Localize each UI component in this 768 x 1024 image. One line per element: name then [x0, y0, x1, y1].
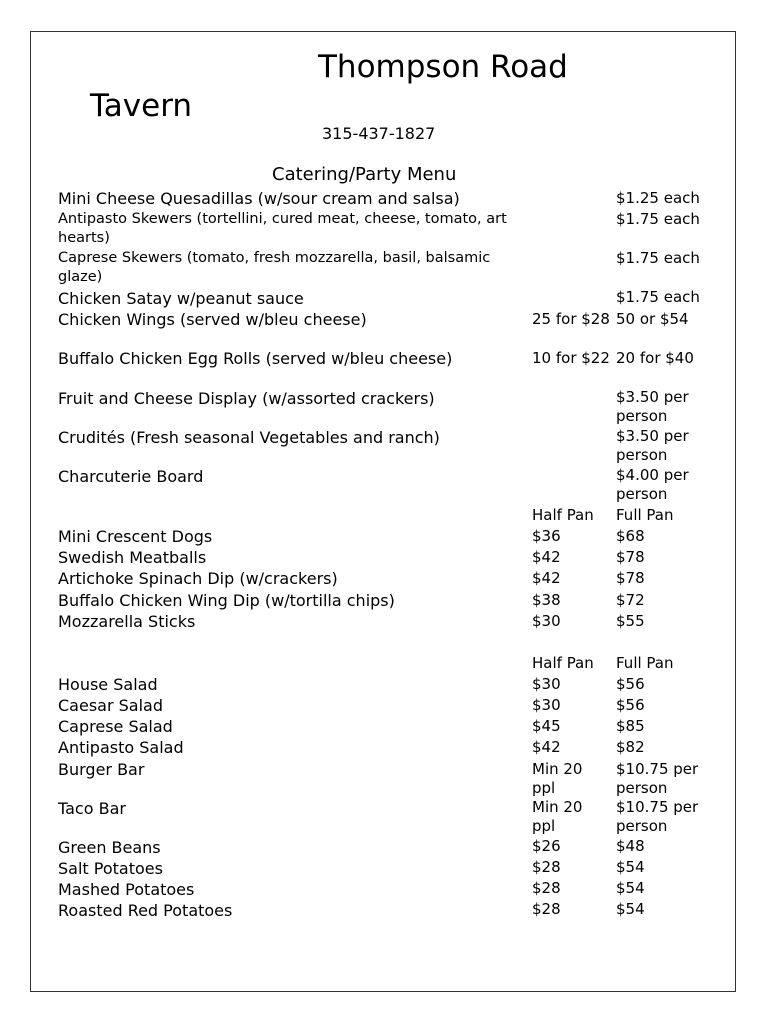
- menu-item-price: $1.25 each: [616, 189, 700, 207]
- half-pan-price: $42: [532, 548, 561, 566]
- menu-item-price: $3.50 per person: [616, 427, 689, 464]
- half-pan-price: $30: [532, 612, 561, 630]
- menu-item-name: House Salad: [58, 675, 158, 694]
- menu-item-name: Antipasto Skewers (tortellini, cured meat, cheese, tomato, art hearts): [58, 211, 507, 246]
- menu-item-price: $4.00 per person: [616, 466, 689, 503]
- full-pan-price: $54: [616, 879, 645, 897]
- menu-item-name: Artichoke Spinach Dip (w/crackers): [58, 569, 338, 588]
- full-pan-price: $72: [616, 591, 645, 609]
- half-pan-price: $26: [532, 837, 561, 855]
- menu-item-name: Mini Cheese Quesadillas (w/sour cream and salsa): [58, 189, 460, 208]
- half-pan-price: Min 20 ppl: [532, 760, 583, 797]
- full-pan-price: $54: [616, 858, 645, 876]
- menu-item-name: Taco Bar: [58, 799, 126, 818]
- menu-item-qty-price: 10 for $22: [532, 349, 610, 367]
- half-pan-price: $42: [532, 738, 561, 756]
- menu-item-name: Swedish Meatballs: [58, 548, 207, 567]
- menu-item-price: $1.75 each: [616, 210, 700, 228]
- half-pan-price: $30: [532, 675, 561, 693]
- full-pan-price: $78: [616, 569, 645, 587]
- menu-item-price: $1.75 each: [616, 288, 700, 306]
- menu-item-name: Caprese Salad: [58, 717, 173, 736]
- menu-subtitle: Catering/Party Menu: [272, 164, 457, 185]
- menu-item-name: Mozzarella Sticks: [58, 612, 196, 631]
- full-pan-price: $56: [616, 675, 645, 693]
- full-pan-price: $85: [616, 717, 645, 735]
- half-pan-price: $28: [532, 879, 561, 897]
- menu-item-name: Chicken Satay w/peanut sauce: [58, 289, 304, 308]
- menu-item-name: Salt Potatoes: [58, 859, 163, 878]
- menu-item-name: Roasted Red Potatoes: [58, 901, 233, 920]
- half-pan-header: Half Pan: [532, 654, 594, 672]
- full-pan-price: $82: [616, 738, 645, 756]
- half-pan-price: $28: [532, 858, 561, 876]
- half-pan-price: $42: [532, 569, 561, 587]
- menu-item-name: Mashed Potatoes: [58, 880, 195, 899]
- phone-number: 315-437-1827: [322, 124, 436, 143]
- menu-item-price: $3.50 per person: [616, 388, 689, 425]
- half-pan-price: Min 20 ppl: [532, 798, 583, 835]
- menu-item-name: Buffalo Chicken Egg Rolls (served w/bleu cheese): [58, 349, 453, 368]
- half-pan-price: $45: [532, 717, 561, 735]
- full-pan-price: $54: [616, 900, 645, 918]
- full-pan-header: Full Pan: [616, 506, 674, 524]
- full-pan-price: $48: [616, 837, 645, 855]
- full-pan-price: $55: [616, 612, 645, 630]
- full-pan-price: $10.75 per person: [616, 760, 699, 797]
- menu-item-name: Mini Crescent Dogs: [58, 527, 213, 546]
- menu-item-name: Crudités (Fresh seasonal Vegetables and ranch): [58, 428, 440, 447]
- full-pan-price: $10.75 per person: [616, 798, 699, 835]
- menu-item-price: 50 or $54: [616, 310, 689, 328]
- half-pan-price: $28: [532, 900, 561, 918]
- full-pan-price: $78: [616, 548, 645, 566]
- full-pan-header: Full Pan: [616, 654, 674, 672]
- menu-item-price: $1.75 each: [616, 249, 700, 267]
- half-pan-price: $38: [532, 591, 561, 609]
- menu-item-name: Burger Bar: [58, 760, 145, 779]
- restaurant-name-line1: Thompson Road: [318, 49, 568, 85]
- menu-item-name: Green Beans: [58, 838, 161, 857]
- half-pan-price: $36: [532, 527, 561, 545]
- menu-item-qty-price: 25 for $28: [532, 310, 610, 328]
- menu-item-name: Fruit and Cheese Display (w/assorted crackers): [58, 389, 435, 408]
- menu-item-name: Caprese Skewers (tomato, fresh mozzarella, basil, balsamic glaze): [58, 250, 491, 285]
- full-pan-price: $68: [616, 527, 645, 545]
- menu-item-name: Buffalo Chicken Wing Dip (w/tortilla chips): [58, 591, 395, 610]
- restaurant-name-line2: Tavern: [90, 88, 193, 124]
- menu-item-name: Antipasto Salad: [58, 738, 184, 757]
- menu-item-name: Charcuterie Board: [58, 467, 204, 486]
- menu-item-name: Chicken Wings (served w/bleu cheese): [58, 310, 367, 329]
- full-pan-price: $56: [616, 696, 645, 714]
- menu-item-price: 20 for $40: [616, 349, 694, 367]
- menu-item-name: Caesar Salad: [58, 696, 163, 715]
- half-pan-header: Half Pan: [532, 506, 594, 524]
- half-pan-price: $30: [532, 696, 561, 714]
